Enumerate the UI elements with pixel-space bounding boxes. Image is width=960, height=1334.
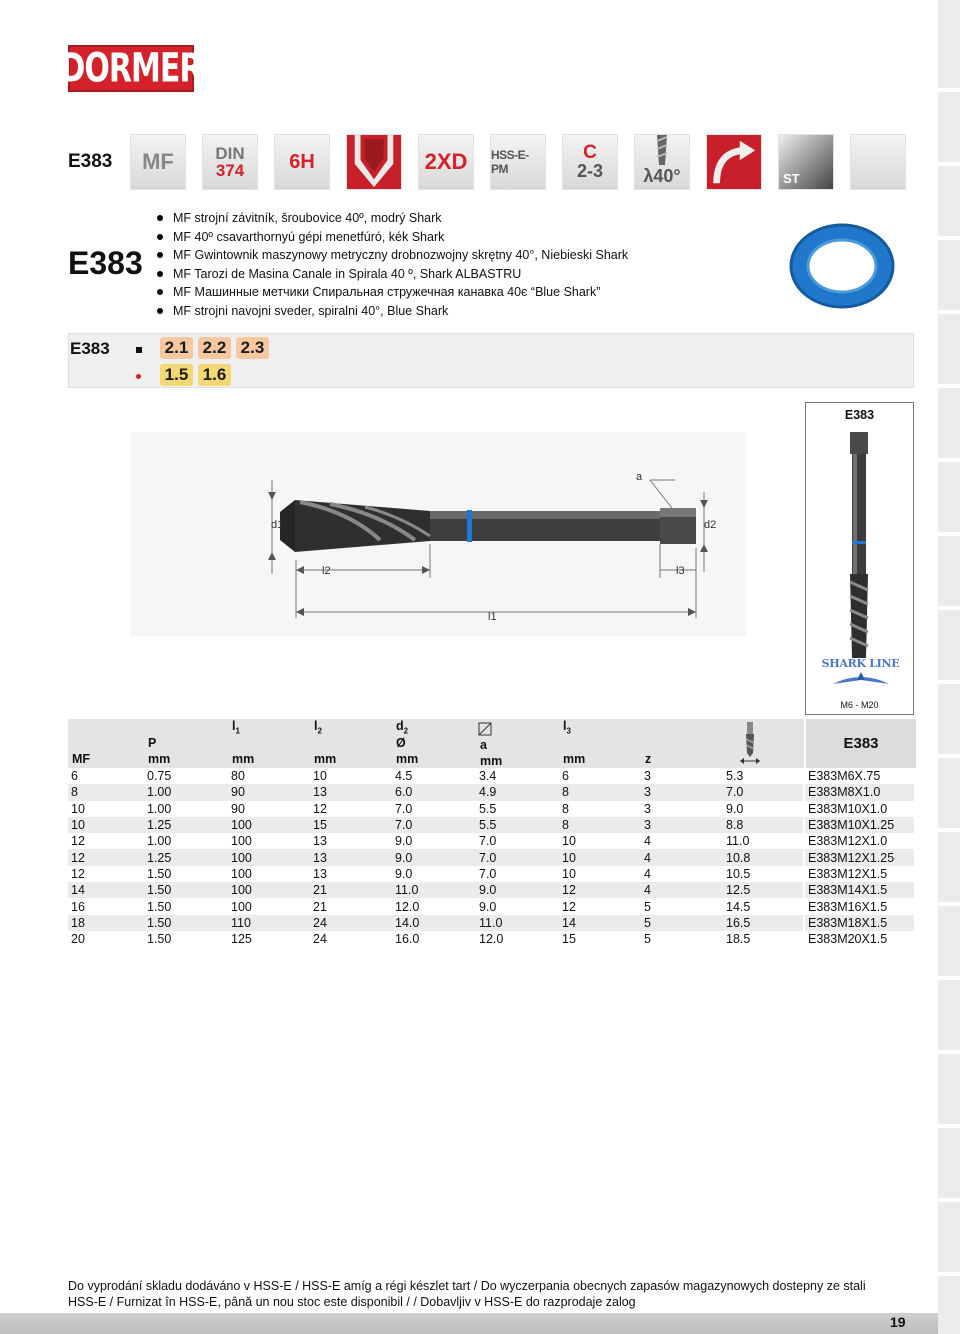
table-row — [68, 784, 914, 800]
cell-l1: 100 — [228, 866, 310, 882]
cell-z: 3 — [641, 817, 723, 833]
cell-l3: 14 — [559, 915, 641, 931]
cell-a: 7.0 — [476, 833, 559, 849]
col-unit-p: mm — [148, 752, 171, 766]
cell-d2: 7.0 — [392, 817, 476, 833]
side-tab — [938, 240, 960, 310]
side-tab — [938, 980, 960, 1050]
table-row — [68, 915, 914, 931]
cell-p: 1.50 — [144, 915, 228, 931]
cell-z: 4 — [641, 833, 723, 849]
cell-mf: 14 — [68, 882, 144, 898]
mf-icon: MF — [130, 134, 186, 190]
side-tab — [938, 314, 960, 384]
cell-d2: 7.0 — [392, 801, 476, 817]
description-item: MF Gwintownik maszynowy metryczny drobnozwojny skrętny 40°, Niebieski Shark — [156, 246, 628, 265]
cell-l2: 24 — [310, 915, 392, 931]
depth-2xd-icon: 2XD — [418, 134, 474, 190]
cell-p: 1.00 — [144, 801, 228, 817]
cell-mf: 18 — [68, 915, 144, 931]
cell-a: 11.0 — [476, 915, 559, 931]
spec-table — [68, 768, 914, 947]
side-tab — [938, 1202, 960, 1272]
cell-d2: 11.0 — [392, 882, 476, 898]
product-image-box — [805, 402, 914, 715]
cell-l2: 13 — [310, 784, 392, 800]
cell-mf: 10 — [68, 817, 144, 833]
footer-line: Do vyprodání skladu dodáváno v HSS-E / HSS-E amíg a régi készlet tart / Do wyczerpania obecnych zapasów magazynowych dostepny ze stali — [68, 1279, 866, 1293]
cell-p: 1.50 — [144, 882, 228, 898]
cell-drill: 12.5 — [723, 882, 804, 898]
side-tab — [938, 1128, 960, 1198]
cell-l2: 13 — [310, 833, 392, 849]
side-tab — [938, 610, 960, 680]
col-header-product: E383 — [804, 719, 916, 768]
cell-mf: 12 — [68, 866, 144, 882]
shark-line-logo: SHARK LINE — [812, 657, 909, 693]
description-item: MF Машинные метчики Спиральная стружечная канавка 40є “Blue Shark” — [156, 283, 628, 302]
dim-label-l2: l2 — [322, 565, 331, 577]
cell-mf: 8 — [68, 784, 144, 800]
cell-z: 3 — [641, 784, 723, 800]
col-header-p: P — [148, 736, 157, 750]
cell-d2: 9.0 — [392, 866, 476, 882]
dormer-logo: DORMER — [60, 44, 202, 93]
footer-line: HSS-E / Furnizat în HSS-E, până un nou stoc este disponibil / / Dobavljiv v HSS-E do razprodaje zalog — [68, 1295, 636, 1309]
cell-l2: 13 — [310, 849, 392, 865]
cell-z: 3 — [641, 801, 723, 817]
cell-mf: 6 — [68, 768, 144, 784]
cell-mf: 12 — [68, 833, 144, 849]
cell-l1: 100 — [228, 898, 310, 914]
col-unit-l2: mm — [314, 752, 337, 766]
cell-a: 7.0 — [476, 849, 559, 865]
cell-l2: 12 — [310, 801, 392, 817]
cell-p: 1.00 — [144, 784, 228, 800]
cell-p: 1.50 — [144, 931, 228, 947]
cell-a: 7.0 — [476, 866, 559, 882]
cell-drill: 7.0 — [723, 784, 804, 800]
cell-l3: 8 — [559, 801, 641, 817]
table-row — [68, 817, 914, 833]
table-header — [68, 719, 914, 768]
cell-z: 5 — [641, 915, 723, 931]
cell-l3: 6 — [559, 768, 641, 784]
side-tab — [938, 758, 960, 828]
cell-d2: 16.0 — [392, 931, 476, 947]
cell-mf: 20 — [68, 931, 144, 947]
dim-label-d1: d1 — [271, 519, 284, 531]
cell-mf: 10 — [68, 801, 144, 817]
square-size-icon — [478, 722, 492, 736]
col-header-d2: $d_2$ — [396, 719, 409, 736]
col-unit-a: mm — [480, 754, 503, 768]
cell-a: 9.0 — [476, 898, 559, 914]
table-row — [68, 931, 914, 947]
cell-d2: 6.0 — [392, 784, 476, 800]
cell-l1: 100 — [228, 882, 310, 898]
size-range: M6 - M20 — [840, 700, 879, 710]
product-box-title: E383 — [844, 408, 875, 422]
tolerance-6h-icon: 6H — [274, 134, 330, 190]
table-row — [68, 801, 914, 817]
col-symbol-d2: Ø — [396, 736, 406, 750]
cell-p: 1.50 — [144, 866, 228, 882]
cell-l3: 10 — [559, 833, 641, 849]
cell-l3: 8 — [559, 784, 641, 800]
cell-l3: 12 — [559, 882, 641, 898]
col-header-l3: $l_3$ — [563, 719, 571, 736]
side-tab — [938, 0, 960, 88]
col-header-l1: $l_1$ — [232, 719, 240, 736]
cell-l1: 90 — [228, 784, 310, 800]
cell-z: 4 — [641, 882, 723, 898]
col-unit-l1: mm — [232, 752, 255, 766]
col-header-mf: MF — [72, 752, 91, 766]
table-row — [68, 833, 914, 849]
side-tab — [938, 906, 960, 976]
cell-d2: 9.0 — [392, 849, 476, 865]
dim-label-a: a — [636, 471, 643, 483]
hss-e-pm-icon: HSS-E-PM — [490, 134, 546, 190]
cell-l1: 110 — [228, 915, 310, 931]
cell-product: E383M18X1.5 — [804, 915, 914, 931]
cell-p: 1.00 — [144, 833, 228, 849]
cell-l3: 10 — [559, 849, 641, 865]
blank-icon — [850, 134, 906, 190]
cell-l1: 100 — [228, 849, 310, 865]
cell-p: 1.25 — [144, 849, 228, 865]
cell-drill: 8.8 — [723, 817, 804, 833]
din-374-icon: DIN 374 — [202, 134, 258, 190]
cell-l2: 13 — [310, 866, 392, 882]
cell-drill: 9.0 — [723, 801, 804, 817]
cell-drill: 10.5 — [723, 866, 804, 882]
dim-label-l1: l1 — [488, 611, 497, 623]
cell-l3: 12 — [559, 898, 641, 914]
cell-l2: 21 — [310, 882, 392, 898]
cell-z: 5 — [641, 898, 723, 914]
cell-drill: 16.5 — [723, 915, 804, 931]
helix-angle-icon: λ40° — [634, 134, 690, 190]
side-tab — [938, 166, 960, 236]
cell-l2: 10 — [310, 768, 392, 784]
cell-p: 1.50 — [144, 898, 228, 914]
col-unit-d2: mm — [396, 752, 419, 766]
cell-a: 12.0 — [476, 931, 559, 947]
dim-label-l3: l3 — [676, 565, 685, 577]
cell-z: 4 — [641, 849, 723, 865]
tap-photo — [806, 430, 913, 670]
description-item: MF Tarozi de Masina Canale in Spirala 40 º, Shark ALBASTRU — [156, 265, 628, 284]
cell-product: E383M16X1.5 — [804, 898, 914, 914]
table-row — [68, 768, 914, 784]
cell-mf: 12 — [68, 849, 144, 865]
col-unit-l3: mm — [563, 752, 586, 766]
side-tab — [938, 684, 960, 754]
material-badge: 2.2 — [198, 337, 231, 359]
col-header-z: z — [645, 752, 652, 766]
table-row — [68, 849, 914, 865]
cell-drill: 14.5 — [723, 898, 804, 914]
dot-marker-icon — [136, 374, 141, 379]
material-badge: 1.5 — [160, 364, 193, 386]
cell-product: E383M10X1.25 — [804, 817, 914, 833]
dim-label-d2: d2 — [704, 519, 717, 531]
product-code-header: E383 — [68, 151, 113, 172]
material-badge: 1.6 — [198, 364, 231, 386]
cell-a: 9.0 — [476, 882, 559, 898]
shark-icon — [831, 670, 891, 688]
st-icon: ST — [778, 134, 834, 190]
description-item: MF strojní závitník, šroubovice 40º, modrý Shark — [156, 209, 628, 228]
cell-product: E383M12X1.0 — [804, 833, 914, 849]
cell-product: E383M10X1.0 — [804, 801, 914, 817]
cell-product: E383M8X1.0 — [804, 784, 914, 800]
cell-d2: 9.0 — [392, 833, 476, 849]
col-header-l2: $l_2$ — [314, 719, 322, 736]
cell-z: 3 — [641, 768, 723, 784]
blue-ring-icon — [786, 220, 898, 312]
side-tab — [938, 388, 960, 458]
cell-a: 3.4 — [476, 768, 559, 784]
drill-diameter-icon — [738, 721, 762, 765]
product-code-title: E383 — [68, 245, 143, 281]
cell-p: 1.25 — [144, 817, 228, 833]
cell-l1: 80 — [228, 768, 310, 784]
spiral-flute-icon — [706, 134, 762, 190]
square-marker-icon — [136, 347, 142, 353]
side-tab — [938, 1276, 960, 1334]
cell-d2: 4.5 — [392, 768, 476, 784]
description-item: MF 40º csavarthornyú gépi menetfúró, kék Shark — [156, 228, 628, 247]
cell-drill: 5.3 — [723, 768, 804, 784]
bottom-bar — [0, 1313, 938, 1334]
cell-d2: 12.0 — [392, 898, 476, 914]
cell-a: 4.9 — [476, 784, 559, 800]
cell-drill: 10.8 — [723, 849, 804, 865]
cell-d2: 14.0 — [392, 915, 476, 931]
col-header-a: a — [480, 738, 487, 752]
cell-product: E383M20X1.5 — [804, 931, 914, 947]
cell-product: E383M6X.75 — [804, 768, 914, 784]
product-code-label: E383 — [70, 339, 110, 358]
table-row — [68, 898, 914, 914]
cell-l2: 24 — [310, 931, 392, 947]
cell-l3: 8 — [559, 817, 641, 833]
cell-z: 5 — [641, 931, 723, 947]
cell-a: 5.5 — [476, 817, 559, 833]
cell-l1: 100 — [228, 833, 310, 849]
side-tab — [938, 536, 960, 606]
cell-p: 0.75 — [144, 768, 228, 784]
material-badge: 2.3 — [236, 337, 269, 359]
cell-product: E383M14X1.5 — [804, 882, 914, 898]
cell-l2: 21 — [310, 898, 392, 914]
cell-drill: 11.0 — [723, 833, 804, 849]
cell-mf: 16 — [68, 898, 144, 914]
description-item: MF strojni navojni sveder, spiralni 40°, Blue Shark — [156, 302, 628, 321]
chamfer-c-icon: C 2-3 — [562, 134, 618, 190]
thread-profile-icon — [346, 134, 402, 190]
table-row — [68, 866, 914, 882]
side-tab — [938, 832, 960, 902]
footer-note — [68, 1278, 908, 1310]
cell-a: 5.5 — [476, 801, 559, 817]
description-list — [156, 209, 628, 320]
material-groups-panel — [68, 333, 914, 388]
cell-l3: 10 — [559, 866, 641, 882]
page-number: 19 — [890, 1314, 906, 1330]
cell-l3: 15 — [559, 931, 641, 947]
side-tab — [938, 92, 960, 162]
cell-l2: 15 — [310, 817, 392, 833]
cell-drill: 18.5 — [723, 931, 804, 947]
cell-z: 4 — [641, 866, 723, 882]
cell-l1: 100 — [228, 817, 310, 833]
cell-l1: 125 — [228, 931, 310, 947]
material-badge: 2.1 — [160, 337, 193, 359]
side-tab — [938, 1054, 960, 1124]
table-row — [68, 882, 914, 898]
cell-product: E383M12X1.25 — [804, 849, 914, 865]
side-tab — [938, 462, 960, 532]
tap-drawing — [130, 432, 746, 636]
cell-l1: 90 — [228, 801, 310, 817]
cell-product: E383M12X1.5 — [804, 866, 914, 882]
